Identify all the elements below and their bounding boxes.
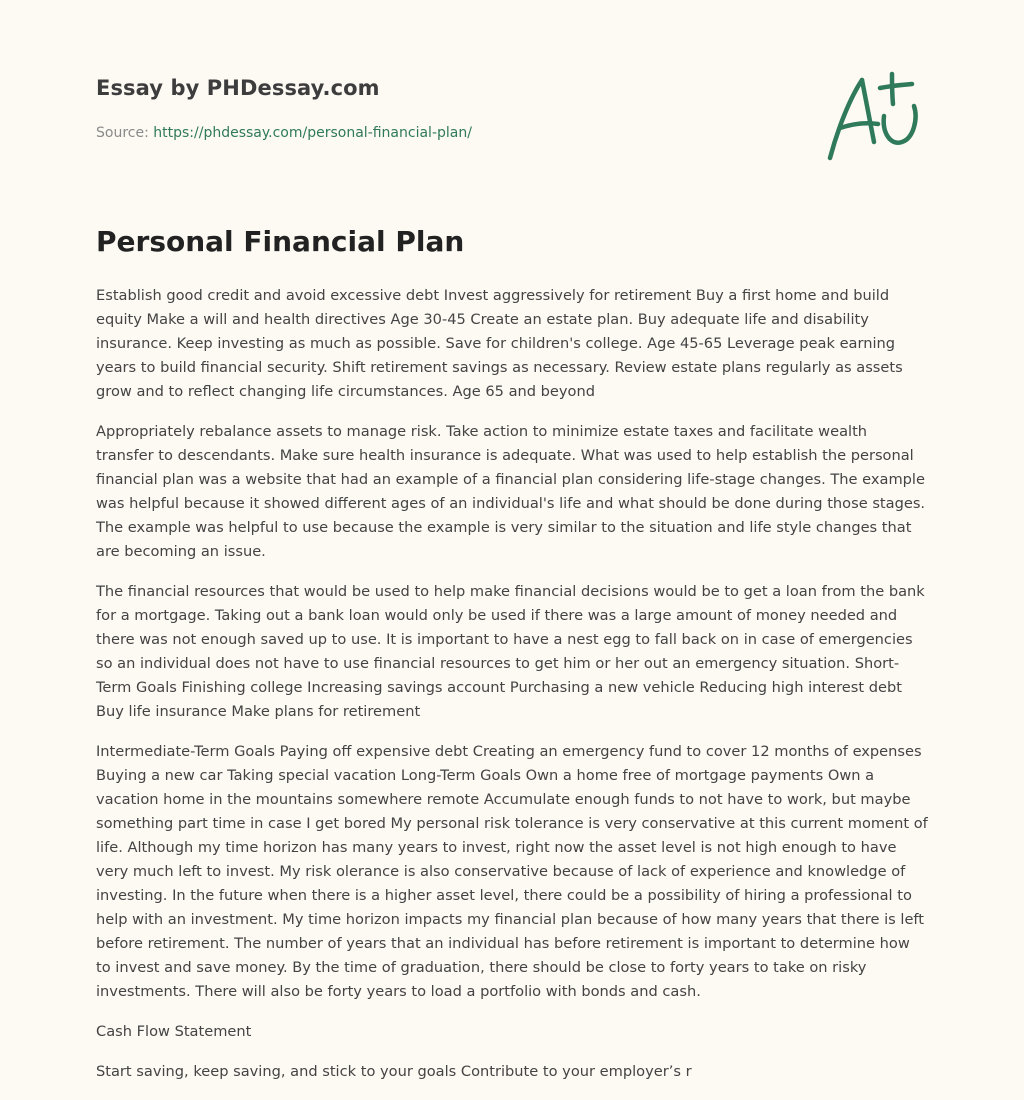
essay-body xyxy=(96,284,928,1100)
paragraph: Intermediate-Term Goals Paying off expensive debt Creating an emergency fund to cover 12 months of expenses Buying a new car Taking special vacation Long-Term Goals Own a home free of mortgage payments Own a vacation home in the mountains somewhere remote Accumulate enough funds to not have to work, but maybe something part time in case I get bored My personal risk tolerance is very conservative at this current moment of life. Although my time horizon has many years to invest, right now the asset level is not high enough to have very much left to invest. My risk olerance is also conservative because of lack of experience and knowledge of investing. In the future when there is a higher asset level, there could be a possibility of hiring a professional to help with an investment. My time horizon impacts my financial plan because of how many years that there is left before retirement. The number of years that an individual has before retirement is important to determine how to invest and save money. By the time of graduation, there should be close to forty years to take on risky investments. There will also be forty years to load a portfolio with bonds and cash. xyxy=(96,743,928,1000)
brand-name: Essay by PHDessay.com xyxy=(96,76,380,100)
source-line xyxy=(96,125,776,141)
source-label: Source: xyxy=(96,125,149,141)
page-title: Personal Financial Plan xyxy=(96,225,465,258)
paragraph: Establish good credit and avoid excessive debt Invest aggressively for retirement Buy a first home and build equity Make a will and health directives Age 30-45 Create an estate plan. Buy adequate life and disability insurance. Keep investing as much as possible. Save for children's college. Age 45-65 Leverage peak earning years to build financial security. Shift retirement savings as necessary. Review estate plans regularly as assets grow and to reflect changing life circumstances. Age 65 and beyond xyxy=(96,287,903,400)
section-heading-cash-flow: Cash Flow Statement xyxy=(96,1023,252,1040)
a-plus-grade-icon xyxy=(820,66,930,166)
essay-header xyxy=(96,76,776,141)
source-link[interactable]: https://phdessay.com/personal-financial-plan/ xyxy=(153,125,472,141)
paragraph: Start saving, keep saving, and stick to your goals Contribute to your employer’s r xyxy=(96,1063,692,1080)
paragraph: The financial resources that would be used to help make financial decisions would be to get a loan from the bank for a mortgage. Taking out a bank loan would only be used if there was a large amount of money needed and there was not enough saved up to use. It is important to have a nest egg to fall back on in case of emergencies so an individual does not have to use financial resources to get him or her out an emergency situation. Short-Term Goals Finishing college Increasing savings account Purchasing a new vehicle Reducing high interest debt Buy life insurance Make plans for retirement xyxy=(96,583,925,720)
paragraph: Appropriately rebalance assets to manage risk. Take action to minimize estate taxes and facilitate wealth transfer to descendants. Make sure health insurance is adequate. What was used to help establish the personal financial plan was a website that had an example of a financial plan considering life-stage changes. The example was helpful because it showed different ages of an individual's life and what should be done during those stages. The example was helpful to use because the example is very similar to the situation and life style changes that are becoming an issue. xyxy=(96,423,926,560)
